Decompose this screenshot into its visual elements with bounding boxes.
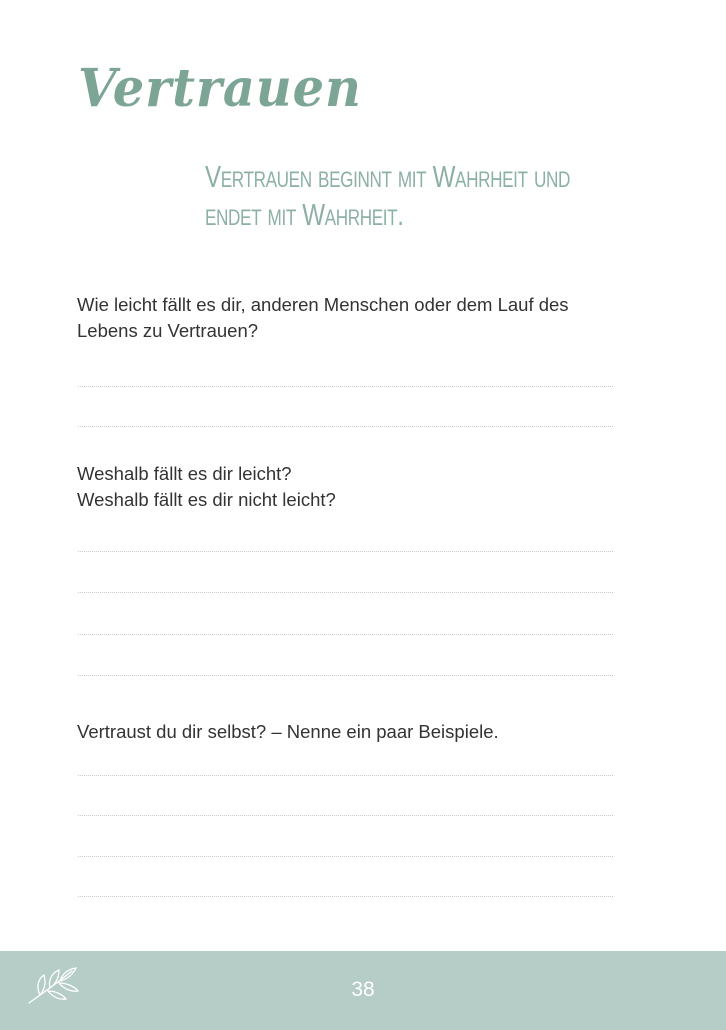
answer-line[interactable] [78, 856, 613, 857]
page-footer [0, 951, 726, 1030]
answer-line[interactable] [78, 775, 613, 776]
answer-line[interactable] [78, 592, 613, 593]
answer-line[interactable] [78, 386, 613, 387]
question-3 [77, 719, 499, 745]
answer-line[interactable] [78, 815, 613, 816]
question-line: Vertraust du dir selbst? – Nenne ein paar Beispiele. [77, 721, 499, 742]
question-line: Weshalb fällt es dir leicht? [77, 463, 292, 484]
question-line: Lebens zu Vertrauen? [77, 320, 259, 341]
question-2 [77, 461, 336, 513]
quote [205, 158, 626, 234]
quote-line: endet mit Wahrheit. [205, 197, 404, 232]
answer-line[interactable] [78, 896, 613, 897]
answer-line[interactable] [78, 426, 613, 427]
quote-line: Vertrauen beginnt mit Wahrheit und [205, 159, 570, 194]
question-1 [77, 292, 617, 344]
question-line: Wie leicht fällt es dir, anderen Menschen oder dem Lauf des [77, 294, 569, 315]
question-line: Weshalb fällt es dir nicht leicht? [77, 489, 336, 510]
answer-line[interactable] [78, 551, 613, 552]
page-title: Vertrauen [78, 58, 362, 119]
answer-line[interactable] [78, 675, 613, 676]
page-number: 38 [351, 978, 375, 1001]
answer-line[interactable] [78, 634, 613, 635]
